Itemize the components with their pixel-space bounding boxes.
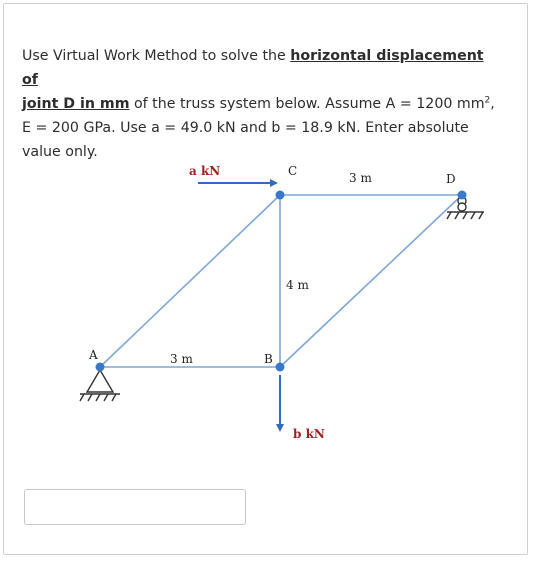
question-emphasis-1: horizontal displacement of bbox=[22, 48, 484, 88]
dimension-top-label: 3 m bbox=[349, 171, 372, 185]
roller-support-d bbox=[447, 197, 484, 219]
question-part-3: , E = 200 GPa. Use a = 49.0 kN and b = 18.9 kN. Enter absolute value only. bbox=[22, 96, 495, 160]
node-b-label: B bbox=[264, 352, 273, 366]
question-part-1: Use Virtual Work Method to solve the bbox=[22, 48, 291, 64]
force-b-label: b kN bbox=[293, 427, 325, 441]
node-d-dot bbox=[458, 191, 467, 200]
question-emphasis-2: joint D in mm bbox=[22, 96, 130, 112]
node-c-label: C bbox=[288, 164, 298, 178]
question-part-2: of the truss system below. Assume A = 1200 mm bbox=[129, 96, 485, 112]
node-c-dot bbox=[276, 191, 285, 200]
truss-nodes bbox=[96, 191, 467, 372]
pin-support-a bbox=[80, 370, 120, 401]
node-d-label: D bbox=[446, 172, 456, 186]
member-ac bbox=[100, 195, 280, 367]
node-b-dot bbox=[276, 363, 285, 372]
question-superscript: 2 bbox=[484, 95, 491, 106]
force-a-label: a kN bbox=[189, 164, 221, 178]
truss-members bbox=[100, 195, 462, 367]
node-a-dot bbox=[96, 363, 105, 372]
dimension-bottom-label: 3 m bbox=[170, 352, 193, 366]
node-a-label: A bbox=[89, 348, 98, 362]
answer-input[interactable] bbox=[24, 489, 246, 525]
dimension-vertical-label: 4 m bbox=[286, 278, 309, 292]
